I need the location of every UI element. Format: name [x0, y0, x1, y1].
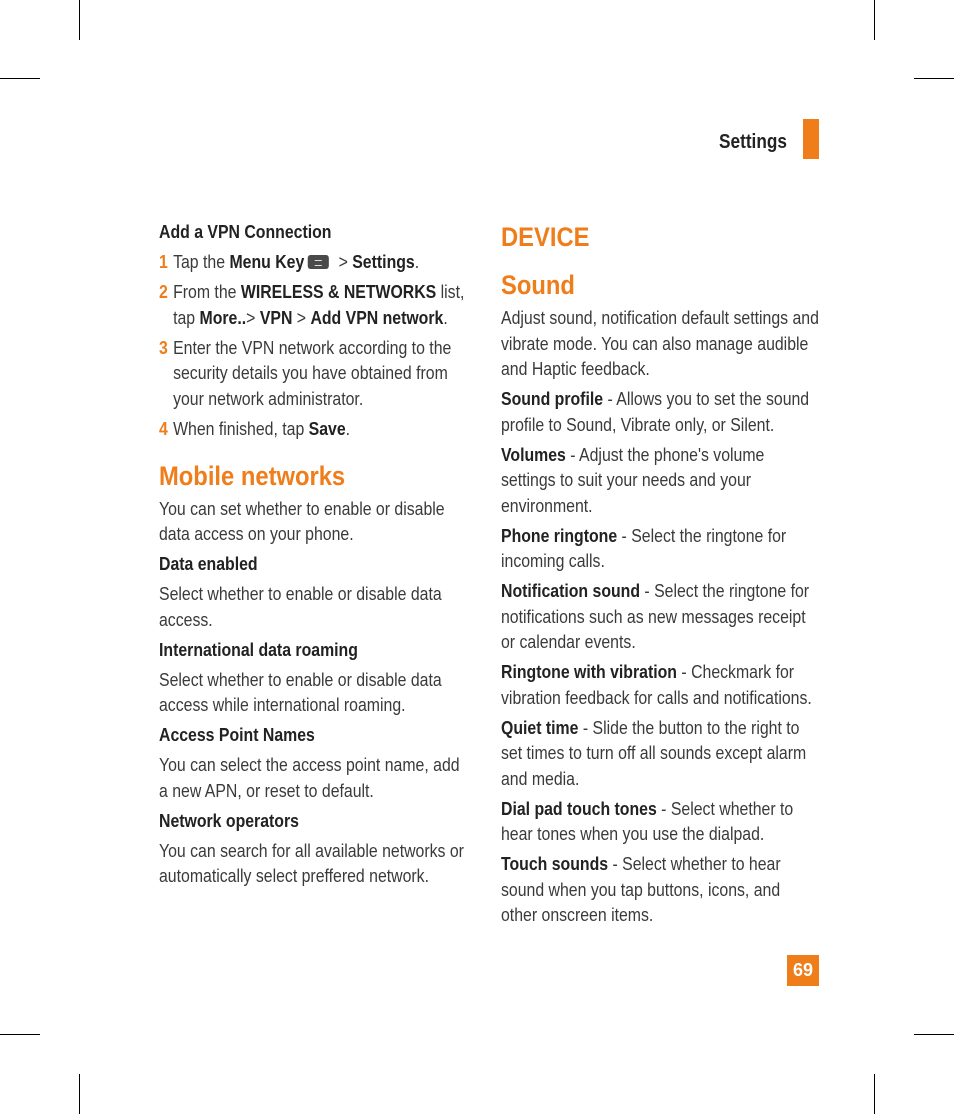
step-bold-text: More.. — [199, 307, 247, 328]
sound-item — [501, 797, 820, 848]
crop-mark — [79, 1074, 80, 1114]
step-text: list, tap — [173, 282, 465, 328]
sound-item — [501, 443, 820, 520]
item-description: - Checkmark for vibration feedback for calls and notifications. — [501, 662, 812, 708]
section-header-title: Settings — [719, 131, 787, 153]
step-text: > — [292, 307, 311, 328]
device-heading: DEVICE — [501, 222, 590, 252]
mobile-networks-heading: Mobile networks — [159, 460, 346, 491]
item-description: - Slide the button to the right to set times to turn off all sounds except alarm and media. — [501, 717, 807, 789]
item-term: Ringtone with vibration — [501, 662, 677, 682]
sound-heading: Sound — [501, 270, 575, 300]
item-description: - Adjust the phone's volume settings to suit your needs and your environment. — [501, 444, 765, 516]
step-bold-text: WIRELESS & NETWORKS — [240, 282, 437, 302]
step-number: 2 — [159, 282, 168, 302]
item-description: Select whether to enable or disable data access. — [159, 584, 442, 630]
item-description: You can search for all available networks or automatically select preffered network. — [159, 840, 464, 886]
step-bold-text: VPN — [259, 307, 293, 328]
item-description: You can select the access point name, add a new APN, or reset to default. — [159, 755, 460, 801]
step-text: . — [414, 252, 420, 272]
sound-item — [501, 524, 820, 575]
crop-mark — [914, 1034, 954, 1035]
item-description: Select whether to enable or disable data access while international roaming. — [159, 669, 442, 715]
item-term: Access Point Names — [159, 725, 315, 745]
page-number-badge: 69 — [787, 955, 819, 986]
item-description: - Select the ringtone for incoming calls. — [501, 525, 787, 571]
mobile-networks-intro: You can set whether to enable or disable data access on your phone. — [159, 498, 445, 544]
step-2 — [159, 280, 472, 331]
step-text: > — [334, 252, 353, 272]
step-number: 3 — [159, 337, 168, 358]
step-text: . — [345, 418, 351, 439]
step-number: 4 — [159, 418, 168, 439]
sound-item — [501, 852, 820, 929]
step-bold-text: Settings — [352, 252, 415, 272]
step-text: . — [443, 307, 448, 328]
step-text: When finished, tap — [173, 418, 309, 439]
right-column — [501, 220, 819, 929]
item-term: International data roaming — [159, 639, 358, 660]
step-number: 1 — [159, 252, 168, 272]
crop-mark — [874, 1074, 875, 1114]
crop-mark — [0, 1034, 40, 1035]
item-term: Sound profile — [501, 389, 604, 409]
sound-intro: Adjust sound, notification default settings and vibrate mode. You can also manage audible and Haptic feedback. — [501, 308, 819, 379]
item-term: Phone ringtone — [501, 525, 618, 546]
item-term: Network operators — [159, 810, 299, 831]
crop-mark — [914, 78, 954, 79]
sound-item — [501, 579, 820, 656]
left-column — [159, 220, 471, 890]
sound-item — [501, 716, 820, 793]
vpn-heading: Add a VPN Connection — [159, 222, 332, 242]
crop-mark — [874, 0, 875, 40]
item-description: - Select the ringtone for notifications such as new messages receipt or calendar events. — [501, 581, 810, 652]
item-term: Notification sound — [501, 581, 641, 601]
sound-item — [501, 387, 820, 438]
crop-mark — [0, 78, 40, 79]
step-text: From the — [173, 282, 241, 302]
step-bold-text: Add VPN network — [310, 307, 444, 328]
item-term: Data enabled — [159, 554, 258, 574]
item-term: Quiet time — [501, 717, 579, 738]
step-text: Enter the VPN network according to the security details you have obtained from your network administrator. — [173, 337, 452, 409]
item-term: Touch sounds — [501, 854, 609, 874]
sound-item — [501, 660, 820, 711]
step-bold-text: Save — [308, 418, 346, 439]
section-header-accent-bar — [803, 119, 819, 159]
item-description: - Allows you to set the sound profile to Sound, Vibrate only, or Silent. — [501, 389, 810, 435]
step-text: Tap the — [173, 252, 230, 272]
step-4 — [159, 417, 472, 443]
step-3 — [159, 336, 472, 413]
menu-key-icon — [308, 255, 329, 269]
step-text: > — [246, 307, 260, 328]
item-term: Dial pad touch tones — [501, 798, 657, 819]
item-description: - Select whether to hear sound when you tap buttons, icons, and other onscreen items. — [501, 854, 781, 925]
crop-mark — [79, 0, 80, 40]
item-term: Volumes — [501, 444, 566, 465]
item-description: - Select whether to hear tones when you use the dialpad. — [501, 798, 794, 844]
step-1 — [159, 250, 472, 276]
step-bold-text: Menu Key — [229, 252, 305, 272]
